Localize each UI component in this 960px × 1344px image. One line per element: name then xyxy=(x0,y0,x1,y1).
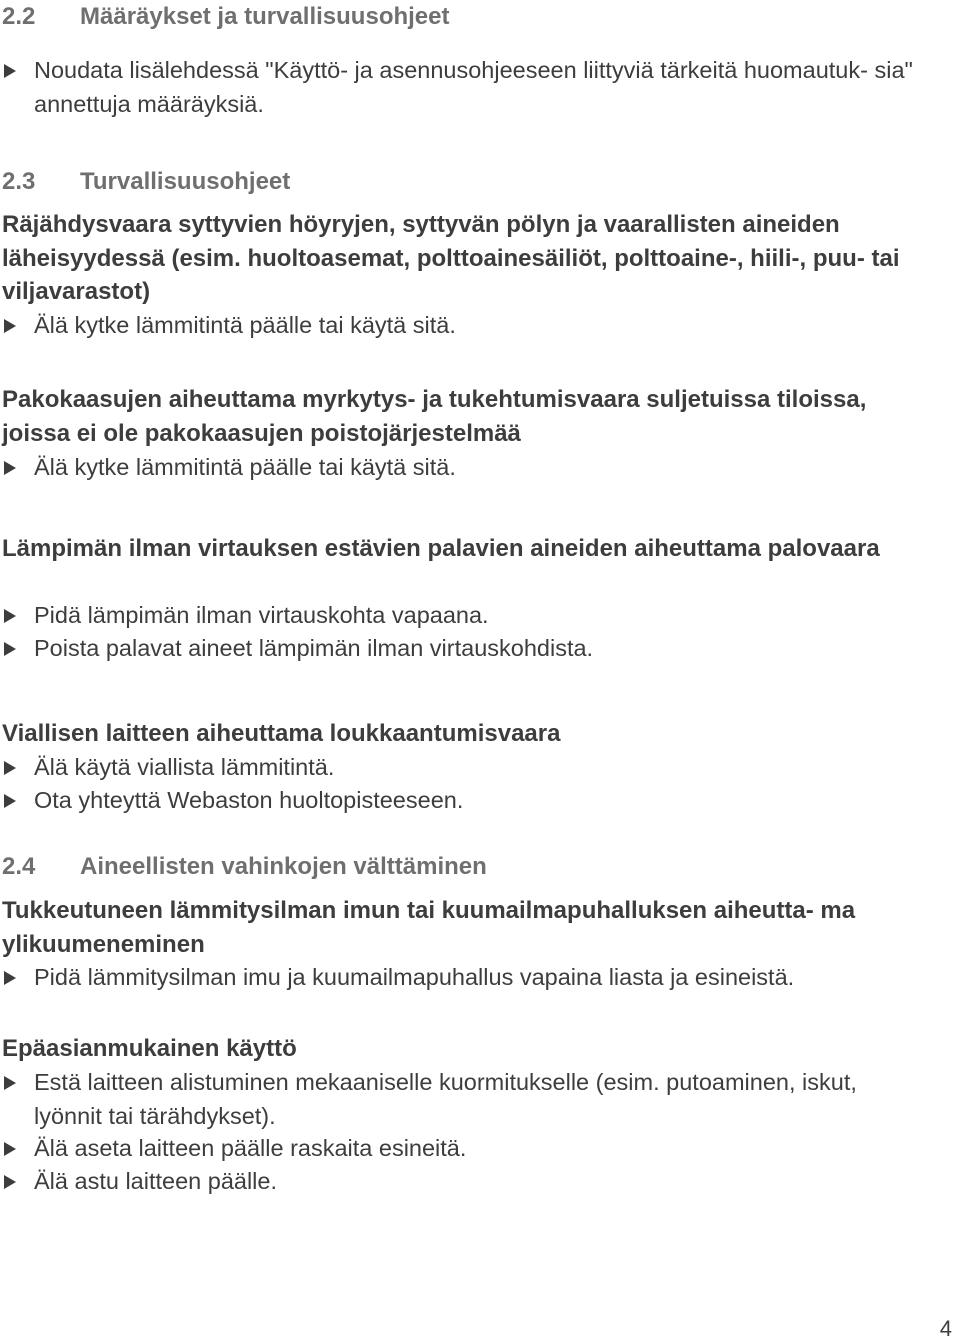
section-title: Määräykset ja turvallisuusohjeet xyxy=(80,3,450,30)
list-item xyxy=(2,599,937,633)
list-item xyxy=(2,54,932,121)
bullet-triangle-icon xyxy=(4,64,16,78)
list-item xyxy=(2,784,937,818)
list-item xyxy=(2,1066,927,1133)
list-item-text: Ota yhteyttä Webaston huoltopisteeseen. xyxy=(34,787,464,813)
bullet-triangle-icon xyxy=(4,642,16,656)
section-number: 2.3 xyxy=(2,168,36,195)
section-number: 2.2 xyxy=(2,3,36,30)
section-number: 2.4 xyxy=(2,853,36,880)
list-item xyxy=(2,1165,937,1199)
section-title: Aineellisten vahinkojen välttäminen xyxy=(80,853,487,880)
list-item-text: Älä astu laitteen päälle. xyxy=(34,1168,277,1194)
list-item xyxy=(2,961,937,995)
list-item xyxy=(2,632,937,666)
list-item-text: Pidä lämpimän ilman virtauskohta vapaana. xyxy=(34,602,489,628)
section-title: Turvallisuusohjeet xyxy=(80,168,291,195)
list-item-text: Pidä lämmitysilman imu ja kuumailmapuhallus vapaina liasta ja esineistä. xyxy=(34,964,795,990)
list-item-text: Noudata lisälehdessä "Käyttö- ja asennusohjeeseen liittyviä tärkeitä huomautuk- sia" annettuja määräyksiä. xyxy=(34,57,913,117)
list-item-text: Estä laitteen alistuminen mekaaniselle kuormitukselle (esim. putoaminen, iskut, lyönnit tai tärähdykset). xyxy=(34,1069,857,1129)
bullet-triangle-icon xyxy=(4,761,16,775)
hazard-title: Viallisen laitteen aiheuttama loukkaantumisvaara xyxy=(2,720,561,747)
hazard-title: Lämpimän ilman virtauksen estävien palavien aineiden aiheuttama palovaara xyxy=(2,535,880,562)
bullet-triangle-icon xyxy=(4,1175,16,1189)
list-item xyxy=(2,751,937,785)
list-item-text: Poista palavat aineet lämpimän ilman virtauskohdista. xyxy=(34,635,594,661)
bullet-triangle-icon xyxy=(4,1076,16,1090)
bullet-triangle-icon xyxy=(4,319,16,333)
section-heading-2-2 xyxy=(2,0,450,33)
hazard-title: Epäasianmukainen käyttö xyxy=(2,1035,297,1062)
list-item-text: Älä käytä viallista lämmitintä. xyxy=(34,754,335,780)
bullet-triangle-icon xyxy=(4,971,16,985)
bullet-triangle-icon xyxy=(4,794,16,808)
list-item xyxy=(2,309,937,343)
bullet-triangle-icon xyxy=(4,461,16,475)
section-heading-2-3 xyxy=(2,165,290,198)
list-item-text: Älä aseta laitteen päälle raskaita esineitä. xyxy=(34,1135,467,1161)
hazard-title: Pakokaasujen aiheuttama myrkytys- ja tukehtumisvaara suljetuissa tiloissa, joissa ei ole pakokaasujen poistojärjestelmää xyxy=(2,386,867,447)
list-item-text: Älä kytke lämmitintä päälle tai käytä sitä. xyxy=(34,454,456,480)
section-heading-2-4 xyxy=(2,850,487,883)
hazard-title: Tukkeutuneen lämmitysilman imun tai kuumailmapuhalluksen aiheutta- ma ylikuumeneminen xyxy=(2,897,856,958)
bullet-triangle-icon xyxy=(4,1142,16,1156)
list-item-text: Älä kytke lämmitintä päälle tai käytä sitä. xyxy=(34,312,456,338)
list-item xyxy=(2,451,937,485)
bullet-triangle-icon xyxy=(4,609,16,623)
list-item xyxy=(2,1132,937,1166)
hazard-title: Räjähdysvaara syttyvien höyryjen, syttyvän pölyn ja vaarallisten aineiden läheisyydessä (esim. huoltoasemat, polttoainesäiliöt, polttoaine-, hiili-, puu- tai viljavarastot) xyxy=(2,211,900,305)
page-number: 4 xyxy=(939,1316,952,1341)
